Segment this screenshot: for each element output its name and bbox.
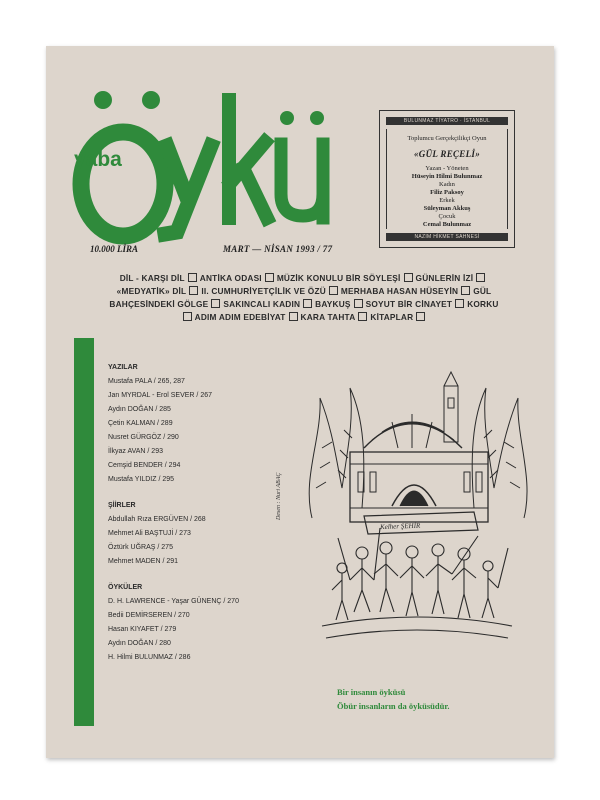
- box-separator: [329, 286, 338, 295]
- contents-item: «MEDYATİK» DİL: [116, 286, 187, 296]
- ad-body: [386, 129, 508, 229]
- contents-item: II. CUMHURİYETÇİLİK VE ÖZÜ: [201, 286, 326, 296]
- illustration-credit: Desen : Nuri ABAÇ: [276, 472, 282, 520]
- contents-line: [84, 298, 524, 311]
- contents-line: [84, 311, 524, 324]
- box-separator: [404, 273, 413, 282]
- contents-item: SOYUT BİR CİNAYET: [365, 299, 453, 309]
- ad-credit-line: Filiz Paksoy: [430, 189, 464, 196]
- toc-entry: Cemşid BENDER / 294: [108, 462, 181, 469]
- box-separator: [189, 286, 198, 295]
- contents-item: ADIM ADIM EDEBİYAT: [194, 312, 286, 322]
- box-separator: [476, 273, 485, 282]
- section-title: ÖYKÜLER: [108, 584, 143, 591]
- contents-item: BAHÇESİNDEKİ GÖLGE: [109, 299, 209, 309]
- toc-entry: Bedii DEMİRSEREN / 270: [108, 612, 190, 619]
- toc-entry: Jan MYRDAL - Erol SEVER / 267: [108, 392, 213, 399]
- ad-title: «GÜL REÇELİ»: [413, 149, 481, 159]
- ad-credit-line: Çocuk: [438, 213, 456, 220]
- contents-line: [84, 272, 524, 285]
- contents-item: GÜL: [473, 286, 492, 296]
- box-separator: [455, 299, 464, 308]
- illustration-sign: Kelher ŞEHİR: [379, 521, 421, 532]
- toc-entry: Mehmet MADEN / 291: [108, 558, 179, 565]
- ad-bottom-band: NAZIM HİKMET SAHNESİ: [386, 233, 508, 241]
- ad-top-band: BULUNMAZ TİYATRO · İSTANBUL: [386, 117, 508, 125]
- contents-item: KİTAPLAR: [370, 312, 414, 322]
- toc-entry: İlkyaz AVAN / 293: [108, 448, 163, 455]
- price: 10.000 LİRA: [90, 244, 139, 254]
- contents-item: KARA TAHTA: [300, 312, 356, 322]
- contents-item: SAKINCALI KADIN: [223, 299, 301, 309]
- logo-yaba-text: yaba: [74, 148, 122, 171]
- toc-entry: Çetin KALMAN / 289: [108, 420, 173, 427]
- logo-letter-k: [229, 100, 267, 218]
- section-title: YAZILAR: [108, 364, 138, 371]
- contents-item: KORKU: [467, 299, 499, 309]
- toc-entry: Aydın DOĞAN / 280: [108, 640, 171, 647]
- toc-entry: Abdullah Rıza ERGÜVEN / 268: [108, 516, 206, 523]
- green-bar: [74, 338, 94, 726]
- box-separator: [461, 286, 470, 295]
- logo-letter-u: [280, 111, 324, 218]
- quote-line-2: Öbür insanların da öyküsüdür.: [337, 701, 450, 711]
- toc-entry: Öztürk UĞRAŞ / 275: [108, 544, 173, 551]
- ad-credit-line: Süleyman Akkuş: [423, 205, 471, 212]
- box-separator: [354, 299, 363, 308]
- contents-item: DİL - KARŞI DİL: [119, 273, 185, 283]
- section-title: ŞİİRLER: [108, 502, 136, 509]
- ad-credit-line: Hüseyin Hilmi Bulunmaz: [411, 173, 483, 180]
- contents-item: BAYKUŞ: [315, 299, 351, 309]
- ad-credit-line: Erkek: [439, 197, 455, 204]
- cover-quote: [337, 685, 449, 713]
- toc-entry: Aydın DOĞAN / 285: [108, 406, 171, 413]
- contents-item: MÜZİK KONULU BİR SÖYLEŞİ: [276, 273, 401, 283]
- ad-credit-line: Kadın: [439, 181, 455, 188]
- toc-entry: Mehmet Ali BAŞTUJİ / 273: [108, 530, 191, 537]
- ad-subtitle: Toplumcu Gerçekçilikçi Oyun: [407, 135, 487, 142]
- box-separator: [289, 312, 298, 321]
- contents-item: MERHABA HASAN HÜSEYİN: [340, 286, 459, 296]
- toc-entry: H. Hilmi BULUNMAZ / 286: [108, 654, 191, 661]
- toc-entry: Nusret GÜRGÖZ / 290: [108, 434, 179, 441]
- box-separator: [265, 273, 274, 282]
- ad-credits: [387, 165, 507, 229]
- box-separator: [211, 299, 220, 308]
- toc-entry: Mustafa YILDIZ / 295: [108, 476, 175, 483]
- toc-entry: Mustafa PALA / 265, 287: [108, 378, 185, 385]
- box-separator: [188, 273, 197, 282]
- theatre-ad: [379, 110, 515, 248]
- toc-entry: Hasan KIYAFET / 279: [108, 626, 177, 633]
- ad-credit-line: Yazan - Yöneten: [425, 165, 469, 172]
- contents-line: [84, 285, 524, 298]
- ad-credit-line: Cemal Bulunmaz: [422, 221, 472, 228]
- contents-item: GÜNLERİN İZİ: [415, 273, 474, 283]
- box-separator: [416, 312, 425, 321]
- toc-entry: D. H. LAWRENCE - Yaşar GÜNENÇ / 270: [108, 598, 239, 605]
- illustration: [302, 368, 532, 668]
- quote-line-1: Bir insanın öyküsü: [337, 687, 406, 697]
- box-separator: [358, 312, 367, 321]
- contents-list: [84, 272, 524, 324]
- contents-item: ANTİKA ODASI: [199, 273, 262, 283]
- box-separator: [183, 312, 192, 321]
- issue-date: MART — NİSAN 1993 / 77: [223, 244, 333, 254]
- box-separator: [303, 299, 312, 308]
